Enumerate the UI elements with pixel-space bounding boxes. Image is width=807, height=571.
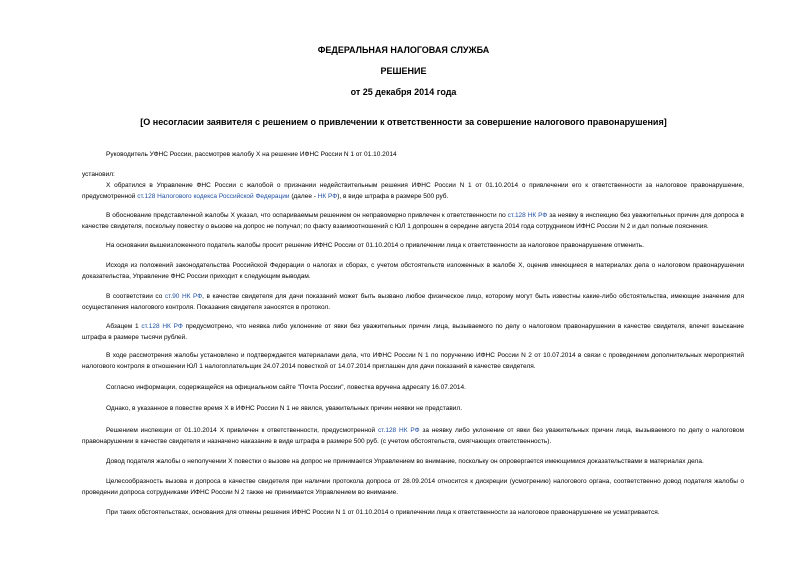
paragraph-text: Абзацем 1: [106, 323, 142, 330]
link-art128[interactable]: ст.128 НК РФ: [141, 323, 183, 330]
paragraph-text: В обоснование представленной жалобы Х указал, что оспариваемым решением он неправомерно привлечен к ответственности по: [106, 212, 508, 219]
paragraph-decision: [82, 425, 744, 447]
document-type: РЕШЕНИЕ: [380, 66, 427, 76]
link-tax-code-art128[interactable]: ст.128 Налогового кодекса Российской Федерации: [137, 193, 290, 200]
link-art128[interactable]: ст.128 НК РФ: [378, 427, 420, 434]
intro-paragraph: Руководитель УФНС России, рассмотрев жалобу Х на решение ИФНС России N 1 от 01.10.2014: [106, 151, 397, 158]
paragraph-grounds: [82, 210, 744, 232]
paragraph-conclusion: При таких обстоятельствах, основания для отмены решения ИФНС России N 1 от 01.10.2014 о привлечении лица к ответственности за налоговое правонарушение не усматривается.: [106, 509, 660, 516]
paragraph-text: Решением инспекции от 01.10.2014 Х привлечен к ответственности, предусмотренной: [106, 427, 379, 434]
paragraph-no-show: Однако, в указанное в повестке время Х в ИФНС России N 1 не явился, уважительных причин неявки не представил.: [106, 405, 463, 412]
paragraph-discretion: Целесообразность вызова и допроса в качестве свидетеля при наличии протокола допроса от 28.09.2014 относится к дискреции (усмотрению) налогового органа, соответственно довод подателя жалобы о проведении допроса сотрудниками ИФНС России N 2 также не принимается Управлением во внимание.: [82, 478, 744, 496]
paragraph-text: Х обратился в Управление ФНС России с жалобой о признании недействительным решения ИФНС России N 1 от 01.10.2014 о привлечении его к ответственности за налоговое правонарушение, предусмотренной: [82, 182, 744, 200]
paragraph-complaint: [82, 180, 744, 202]
document-subject: [О несогласии заявителя с решением о привлечении к ответственности за совершение налогового правонарушения]: [140, 117, 667, 127]
paragraph-text: В соответствии со: [106, 293, 165, 300]
paragraph-text: предусмотрено, что неявка либо уклонение от явки без уважительных причин лица, вызываемого по делу о налоговом правонарушении в качестве свидетеля, влечет взыскание штрафа в размере тысячи рублей.: [82, 323, 744, 341]
link-art90[interactable]: ст.90 НК РФ: [164, 293, 203, 300]
link-nk-rf[interactable]: НК РФ: [317, 193, 338, 200]
paragraph-text: за неявку в инспекцию без уважительных причин для допроса в качестве свидетеля, поскольку повестку о вызове на допрос не получал; по факту взаимоотношений с ЮЛ 1 допрошен в середине августа 2014 года сотрудником ИФНС России N 2 и дал полные пояснения.: [82, 212, 744, 230]
paragraph-assessment: Исходя из положений законодательства Российской Федерации о налогах и сборах, с учетом обстоятельств изложенных в жалобе Х, оценив имеющиеся в материалах дела о налоговом правонарушении доказательства, Управление ФНС России приходит к следующим выводам.: [82, 262, 744, 280]
paragraph-request: На основании вышеизложенного податель жалобы просит решение ИФНС России от 01.10.2014 о привлечении лица к ответственности за налоговое правонарушение отменить.: [106, 242, 644, 249]
established-label: установил:: [82, 171, 115, 178]
paragraph-review-findings: В ходе рассмотрения жалобы установлено и подтверждается материалами дела, что ИФНС России N 1 по поручению ИФНС России N 2 от 10.07.2014 в связи с проведением дополнительных мероприятий налогового контроля в отношении ЮЛ 1 налогоплательщик 24.07.2014 повесткой от 14.07.2014 приглашен для дачи показаний в качестве свидетеля.: [82, 352, 744, 370]
paragraph-post-info: Согласно информации, содержащейся на официальном сайте "Почта России", повестка вручена адресату 16.07.2014.: [106, 384, 466, 391]
document-date: от 25 декабря 2014 года: [350, 87, 457, 97]
paragraph-art128-clause: [82, 321, 744, 343]
link-art128[interactable]: ст.128 НК РФ: [507, 212, 548, 219]
agency-title: ФЕДЕРАЛЬНАЯ НАЛОГОВАЯ СЛУЖБА: [317, 45, 490, 55]
paragraph-text: , в качестве свидетеля для дачи показаний может быть вызвано любое физическое лицо, которому могут быть известны какие-либо обстоятельства, имеющие значение для осуществления налогового контроля. Показания свидетеля заносятся в протокол.: [82, 293, 744, 311]
paragraph-argument-rejected: Довод подателя жалобы о неполучении Х повестки о вызове на допрос не принимается Управлением во внимание, поскольку он опровергается имеющимися доказательствами в материалах дела.: [106, 458, 704, 465]
paragraph-text: за неявку либо уклонение от явки без уважительных причин лица, вызываемого по делу о налоговом правонарушении в качестве свидетеля и назначено наказание в виде штрафа в размере 500 руб. (с учетом обстоятельств, смягчающих ответственность).: [82, 427, 744, 445]
paragraph-text: (далее -: [289, 193, 318, 200]
paragraph-text: ), в виде штрафа в размере 500 руб.: [337, 193, 449, 200]
paragraph-art90: [82, 291, 744, 313]
